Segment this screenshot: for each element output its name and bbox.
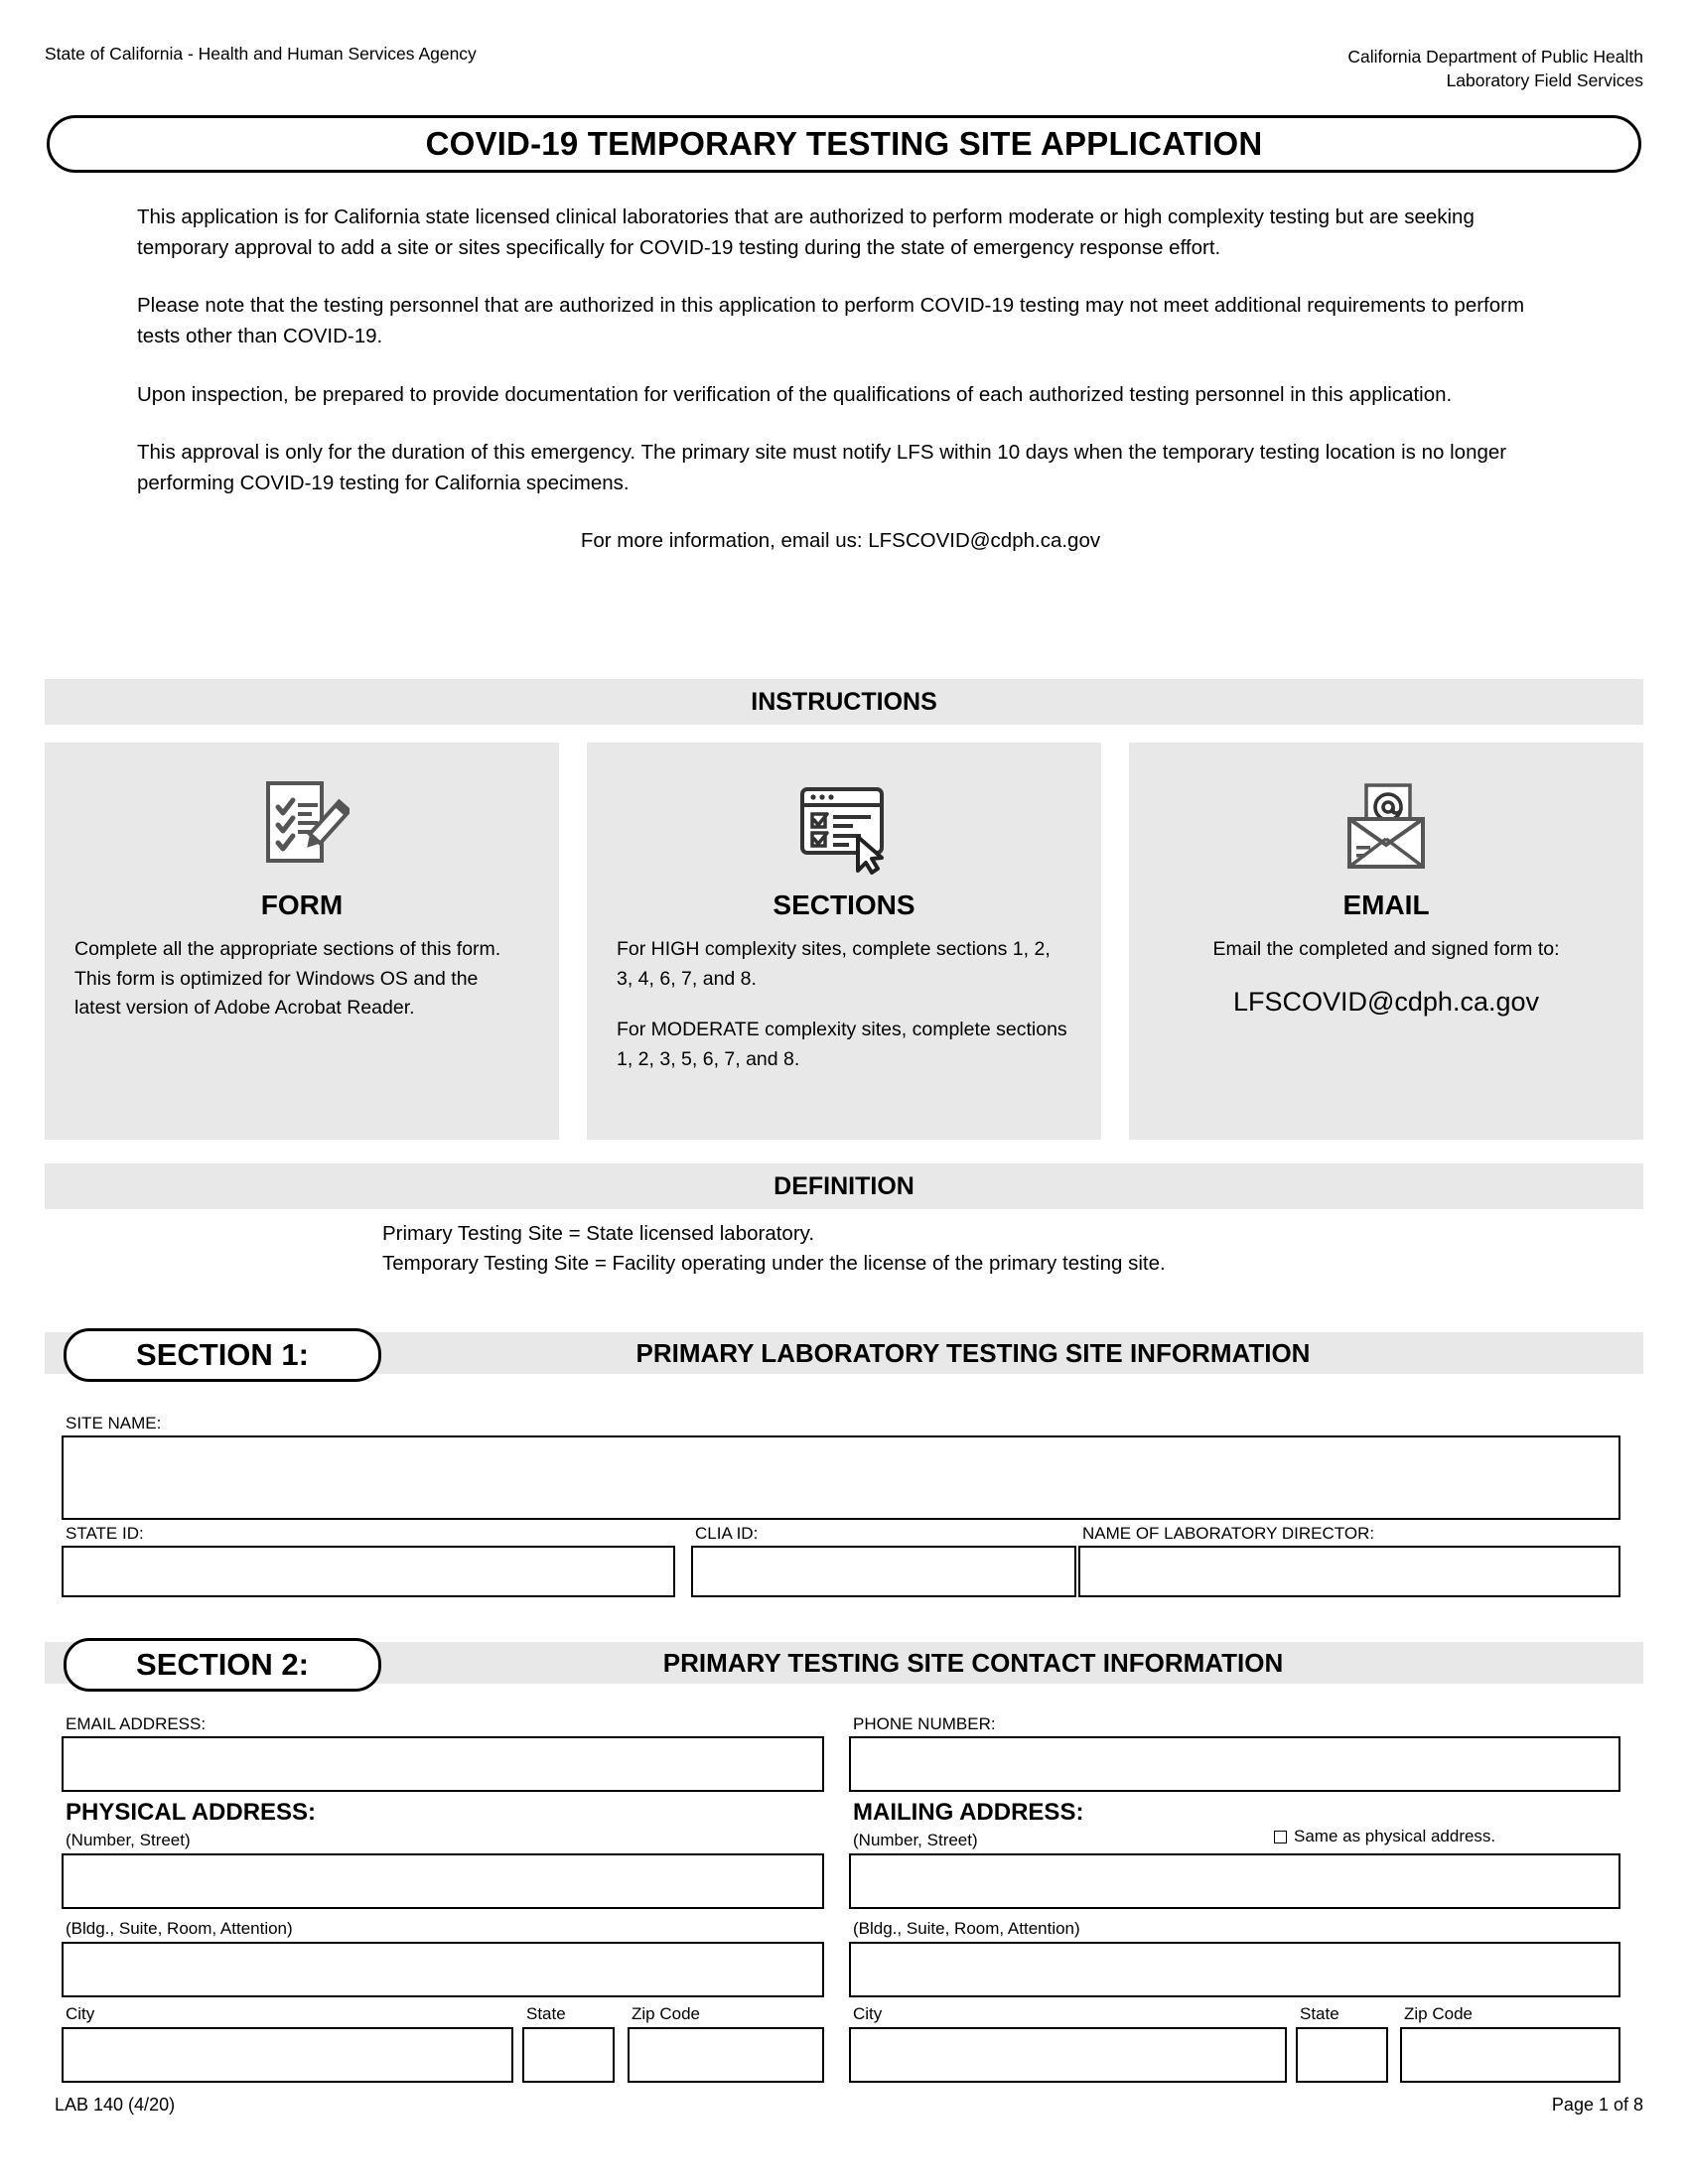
physical-bldg-input[interactable] <box>62 1942 824 1997</box>
division-name: Laboratory Field Services <box>1446 69 1643 90</box>
page-title-text: COVID-19 TEMPORARY TESTING SITE APPLICATION <box>425 125 1263 162</box>
same-as-physical-checkbox-row[interactable] <box>1274 1827 1495 1846</box>
physical-street-label: (Number, Street) <box>66 1831 191 1849</box>
site-name-input[interactable] <box>62 1435 1620 1520</box>
page-title <box>47 115 1641 173</box>
physical-state-input[interactable] <box>522 2027 615 2083</box>
agency-right-block <box>1347 46 1643 92</box>
mailing-street-input[interactable] <box>849 1853 1620 1909</box>
lab-director-input[interactable] <box>1078 1546 1620 1597</box>
physical-city-input[interactable] <box>62 2027 513 2083</box>
intro-paragraph-2: Please note that the testing personnel that are authorized in this application to perform COVID-19 testing may not meet additional requirements to perform tests other than COVID-19. <box>137 294 1525 348</box>
lab-director-label: NAME OF LABORATORY DIRECTOR: <box>1082 1524 1375 1543</box>
mailing-street-label: (Number, Street) <box>853 1831 978 1849</box>
physical-state-label: State <box>526 2004 566 2023</box>
definition-temporary-site: Temporary Testing Site = Facility operating under the license of the primary testing site. <box>382 1251 1166 1275</box>
mailing-state-input[interactable] <box>1296 2027 1388 2083</box>
instruction-card-form-title: FORM <box>260 889 344 920</box>
email-address-input[interactable] <box>62 1736 824 1792</box>
footer-page-number: Page 1 of 8 <box>1551 2095 1643 2115</box>
page-footer <box>55 2095 1643 2116</box>
section-1-heading: PRIMARY LABORATORY TESTING SITE INFORMATION <box>635 1338 1311 1368</box>
instruction-card-sections-moderate: For MODERATE complexity sites, complete sections 1, 2, 3, 5, 6, 7, and 8. <box>617 1019 1067 1070</box>
definition-band: DEFINITION <box>45 1163 1643 1209</box>
clia-id-input[interactable] <box>691 1546 1076 1597</box>
instruction-cards <box>45 743 1643 1140</box>
site-name-label: SITE NAME: <box>66 1414 162 1433</box>
footer-form-id: LAB 140 (4/20) <box>55 2095 176 2115</box>
mailing-city-input[interactable] <box>849 2027 1287 2083</box>
mailing-zip-input[interactable] <box>1400 2027 1620 2083</box>
same-as-physical-checkbox[interactable] <box>1274 1831 1287 1843</box>
physical-bldg-label: (Bldg., Suite, Room, Attention) <box>66 1919 293 1938</box>
state-id-label: STATE ID: <box>66 1524 144 1543</box>
intro-paragraph-4: This approval is only for the duration of this emergency. The primary site must notify LFS within 10 days when the temporary testing location is no longer performing COVID-19 testing for California specimens. <box>137 440 1507 494</box>
intro-text-block <box>137 202 1544 556</box>
clia-id-label: CLIA ID: <box>695 1524 759 1543</box>
agency-left-text: State of California - Health and Human Services Agency <box>45 44 477 64</box>
section-1-pill: SECTION 1: <box>64 1328 381 1382</box>
instruction-card-email <box>1129 743 1643 1140</box>
same-as-physical-label: Same as physical address. <box>1294 1827 1496 1845</box>
instruction-card-form-text: Complete all the appropriate sections of this form. This form is optimized for Windows OS and the latest version of Adobe Acrobat Reader. <box>74 938 501 1020</box>
clipboard-checklist-pencil-icon <box>69 772 535 882</box>
instruction-card-email-body <box>1153 935 1619 965</box>
section-2-heading: PRIMARY TESTING SITE CONTACT INFORMATION <box>662 1648 1284 1678</box>
open-envelope-at-sign-icon <box>1153 772 1619 882</box>
phone-number-label: PHONE NUMBER: <box>853 1714 996 1733</box>
physical-address-title: PHYSICAL ADDRESS: <box>66 1799 317 1826</box>
instructions-band: INSTRUCTIONS <box>45 679 1643 725</box>
instruction-card-sections <box>587 743 1101 1140</box>
mailing-bldg-input[interactable] <box>849 1942 1620 1997</box>
intro-paragraph-3: Upon inspection, be prepared to provide documentation for verification of the qualifications of each authorized testing personnel in this application. <box>137 382 1453 406</box>
physical-city-label: City <box>66 2004 95 2023</box>
physical-zip-input[interactable] <box>628 2027 824 2083</box>
instruction-card-sections-title: SECTIONS <box>773 889 915 920</box>
intro-paragraph-1: This application is for California state licensed clinical laboratories that are authorized to perform moderate or high complexity testing but are seeking temporary approval to add a site or sites specifically for COVID-19 testing during the state of emergency response effort. <box>137 205 1475 260</box>
section-2-header <box>45 1638 1643 1688</box>
intro-contact-line: For more information, email us: LFSCOVID@cdph.ca.gov <box>580 529 1101 553</box>
email-address-label: EMAIL ADDRESS: <box>66 1714 207 1733</box>
phone-number-input[interactable] <box>849 1736 1620 1792</box>
instruction-card-form-body <box>69 935 535 1024</box>
mailing-state-label: State <box>1300 2004 1339 2023</box>
instruction-card-sections-high: For HIGH complexity sites, complete sections 1, 2, 3, 4, 6, 7, and 8. <box>617 938 1051 990</box>
instruction-card-sections-body <box>611 935 1077 1075</box>
browser-window-checklist-cursor-icon <box>611 772 1077 882</box>
instruction-card-email-text: Email the completed and signed form to: <box>1212 938 1560 960</box>
mailing-bldg-label: (Bldg., Suite, Room, Attention) <box>853 1919 1080 1938</box>
agency-header <box>45 46 1643 92</box>
state-id-input[interactable] <box>62 1546 675 1597</box>
physical-street-input[interactable] <box>62 1853 824 1909</box>
definition-primary-site: Primary Testing Site = State licensed laboratory. <box>382 1222 815 1245</box>
section-1-header <box>45 1328 1643 1378</box>
section-2-pill: SECTION 2: <box>64 1638 381 1692</box>
mailing-city-label: City <box>853 2004 883 2023</box>
instruction-card-email-address[interactable]: LFSCOVID@cdph.ca.gov <box>1232 986 1540 1017</box>
mailing-address-title: MAILING ADDRESS: <box>853 1799 1084 1826</box>
instruction-card-form <box>45 743 559 1140</box>
mailing-zip-label: Zip Code <box>1404 2004 1473 2023</box>
definition-text-block <box>382 1219 1166 1278</box>
department-name: California Department of Public Health <box>1347 47 1643 67</box>
instruction-card-email-title: EMAIL <box>1342 889 1430 920</box>
physical-zip-label: Zip Code <box>632 2004 700 2023</box>
